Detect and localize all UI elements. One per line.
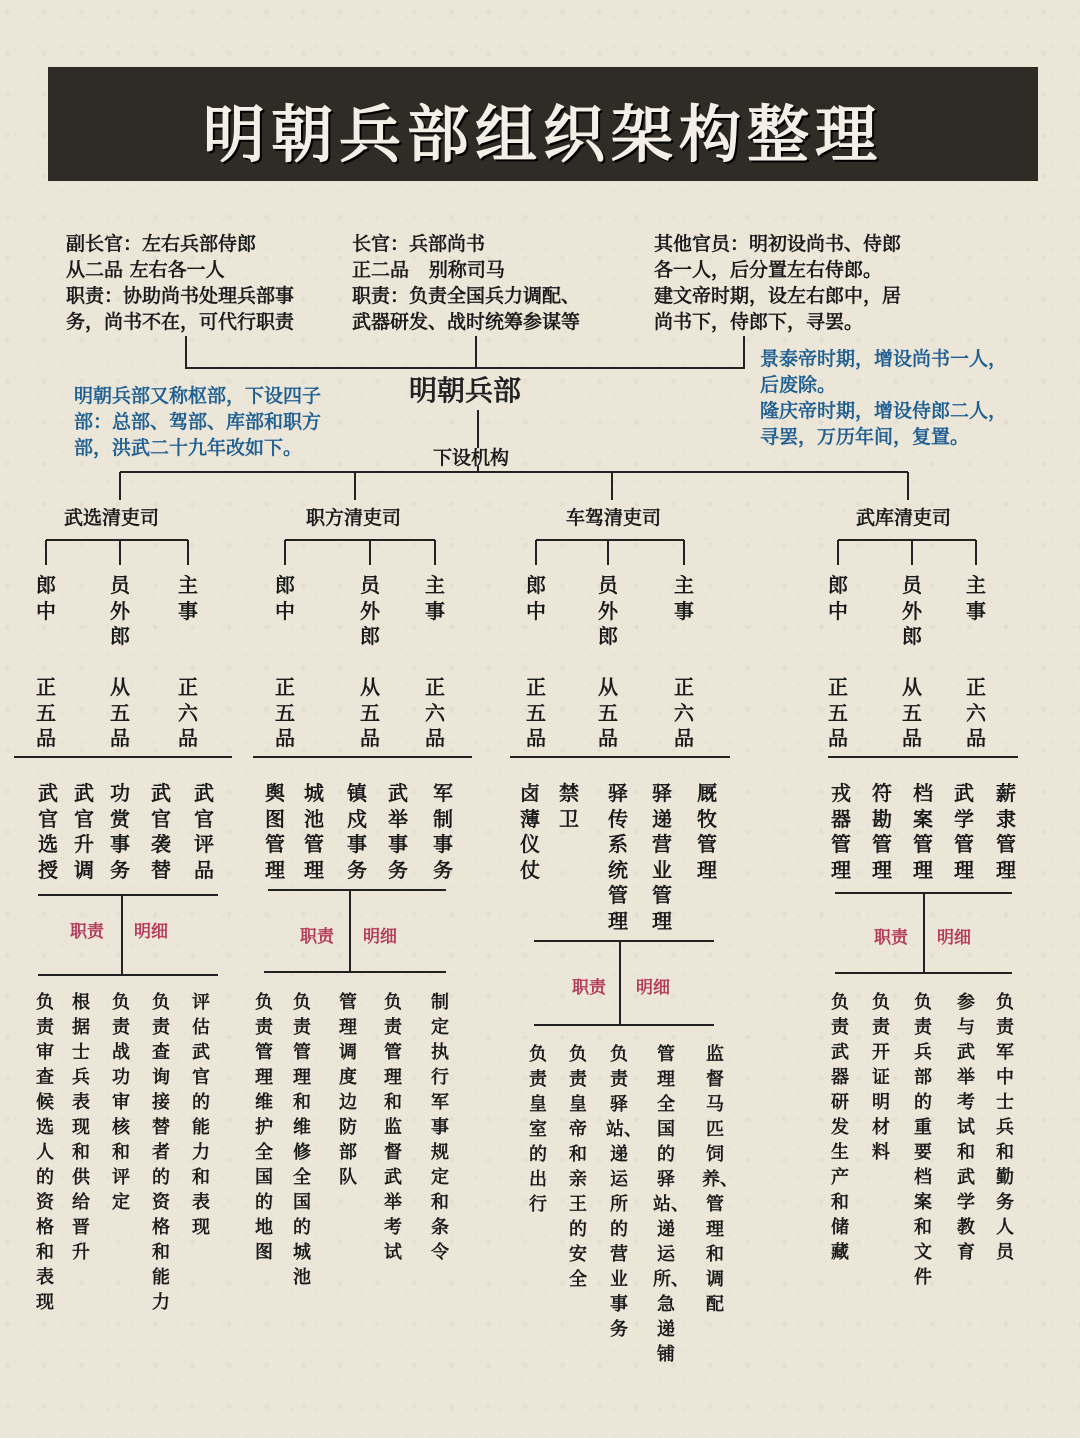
duty-item: 负责兵部的重要档案和文件 <box>914 992 932 1288</box>
duty-item: 负责管理和监督武举考试 <box>384 992 402 1263</box>
official-rank: 从五品 <box>902 675 922 750</box>
function-item: 驿传系统管理 <box>608 781 628 933</box>
duty-item: 参与武举考试和武学教育 <box>957 992 975 1263</box>
duty-label: 职责 <box>572 978 606 998</box>
function-item: 城池管理 <box>304 781 324 882</box>
function-item: 功赏事务 <box>110 781 130 882</box>
function-item: 军制事务 <box>433 781 453 882</box>
function-item: 符勘管理 <box>872 781 892 882</box>
other-officials-text: 其他官员：明初设尚书、侍郎 各一人，后分置左右侍郎。 建文帝时期，设左右郎中，居 尚书下，侍郎下，寻罢。 <box>654 233 902 333</box>
duty-item: 监督马匹饲养、管理和调配 <box>702 1044 738 1315</box>
official-rank: 正六品 <box>178 675 198 750</box>
duty-item: 制定执行军事规定和条令 <box>431 992 449 1263</box>
duty-item: 评估武官的能力和表现 <box>192 992 210 1238</box>
official-title: 郎中 <box>36 573 56 623</box>
official-title: 员外郎 <box>902 573 922 648</box>
dept-name: 武选清吏司 <box>64 507 160 529</box>
function-item: 卤薄仪仗 <box>520 781 540 882</box>
duty-item: 负责查询接替者的资格和能力 <box>152 992 170 1313</box>
detail-label: 明细 <box>636 978 670 998</box>
function-item: 武学管理 <box>954 781 974 882</box>
function-item: 厩牧管理 <box>697 781 717 882</box>
dept-name: 武库清吏司 <box>856 507 952 529</box>
ministry-name: 明朝兵部 <box>409 374 522 407</box>
official-rank: 正六品 <box>425 675 445 750</box>
deputy-official-text: 副长官：左右兵部侍郎 从二品 左右各一人 职责：协助尚书处理兵部事 务，尚书不在，可代行职责 <box>66 233 295 333</box>
official-title: 员外郎 <box>598 573 618 648</box>
official-title: 员外郎 <box>110 573 130 648</box>
function-item: 档案管理 <box>913 781 933 882</box>
function-item: 武举事务 <box>388 781 408 882</box>
chief-official-text: 长官：兵部尚书 正二品 别称司马 职责：负责全国兵力调配、 武器研发、战时统筹参谋等 <box>352 233 581 333</box>
duty-item: 负责开证明材料 <box>872 992 890 1163</box>
duty-label: 职责 <box>874 928 908 948</box>
official-rank: 正五品 <box>275 675 295 750</box>
official-rank: 正六品 <box>674 675 694 750</box>
official-title: 郎中 <box>526 573 546 623</box>
function-item: 武官评品 <box>194 781 214 882</box>
official-rank: 正五品 <box>526 675 546 750</box>
duty-item: 根据士兵表现和供给晋升 <box>72 992 90 1263</box>
official-rank: 从五品 <box>360 675 380 750</box>
official-title: 主事 <box>674 573 694 623</box>
official-rank: 从五品 <box>110 675 130 750</box>
duty-item: 负责审查候选人的资格和表现 <box>36 992 54 1313</box>
official-rank: 正六品 <box>966 675 986 750</box>
duty-item: 负责军中士兵和勤务人员 <box>996 992 1014 1263</box>
other-officials-note: 景泰帝时期，增设尚书一人， 后废除。 隆庆帝时期，增设侍郎二人， 寻罢，万历年间，复置。 <box>760 348 1008 448</box>
duty-item: 管理调度边防部队 <box>339 992 357 1188</box>
detail-label: 明细 <box>134 922 168 942</box>
detail-label: 明细 <box>363 927 397 947</box>
official-title: 主事 <box>178 573 198 623</box>
duty-item: 负责驿站、递运所的营业事务 <box>606 1044 642 1340</box>
function-item: 驿递营业管理 <box>652 781 672 933</box>
duty-item: 负责皇帝和亲王的安全 <box>569 1044 587 1290</box>
function-item: 武官升调 <box>74 781 94 882</box>
duty-item: 负责战功审核和评定 <box>112 992 130 1213</box>
official-title: 郎中 <box>275 573 295 623</box>
ministry-history-note: 明朝兵部又称枢部，下设四子 部：总部、驾部、库部和职方 部，洪武二十九年改如下。 <box>74 385 322 459</box>
duty-label: 职责 <box>300 927 334 947</box>
subunits-label: 下设机构 <box>433 447 510 469</box>
function-item: 戎器管理 <box>831 781 851 882</box>
function-item: 舆图管理 <box>265 781 285 882</box>
function-item: 武官选授 <box>38 781 58 882</box>
duty-item: 负责武器研发生产和储藏 <box>831 992 849 1263</box>
function-item: 镇戍事务 <box>347 781 367 882</box>
detail-label: 明细 <box>937 928 971 948</box>
duty-label: 职责 <box>70 922 104 942</box>
official-title: 主事 <box>966 573 986 623</box>
function-item: 薪隶管理 <box>996 781 1016 882</box>
official-title: 郎中 <box>828 573 848 623</box>
function-item: 武官袭替 <box>151 781 171 882</box>
dept-name: 车驾清吏司 <box>566 507 662 529</box>
function-item: 禁卫 <box>559 781 579 831</box>
page-title: 明朝兵部组织架构整理 <box>202 98 883 171</box>
official-rank: 从五品 <box>598 675 618 750</box>
official-title: 员外郎 <box>360 573 380 648</box>
dept-name: 职方清吏司 <box>306 507 402 529</box>
official-rank: 正五品 <box>36 675 56 750</box>
duty-item: 负责皇室的出行 <box>529 1044 547 1215</box>
duty-item: 负责管理维护全国的地图 <box>255 992 273 1263</box>
duty-item: 管理全国的驿站、递运所、急递铺 <box>653 1044 689 1365</box>
official-title: 主事 <box>425 573 445 623</box>
duty-item: 负责管理和维修全国的城池 <box>293 992 311 1288</box>
official-rank: 正五品 <box>828 675 848 750</box>
